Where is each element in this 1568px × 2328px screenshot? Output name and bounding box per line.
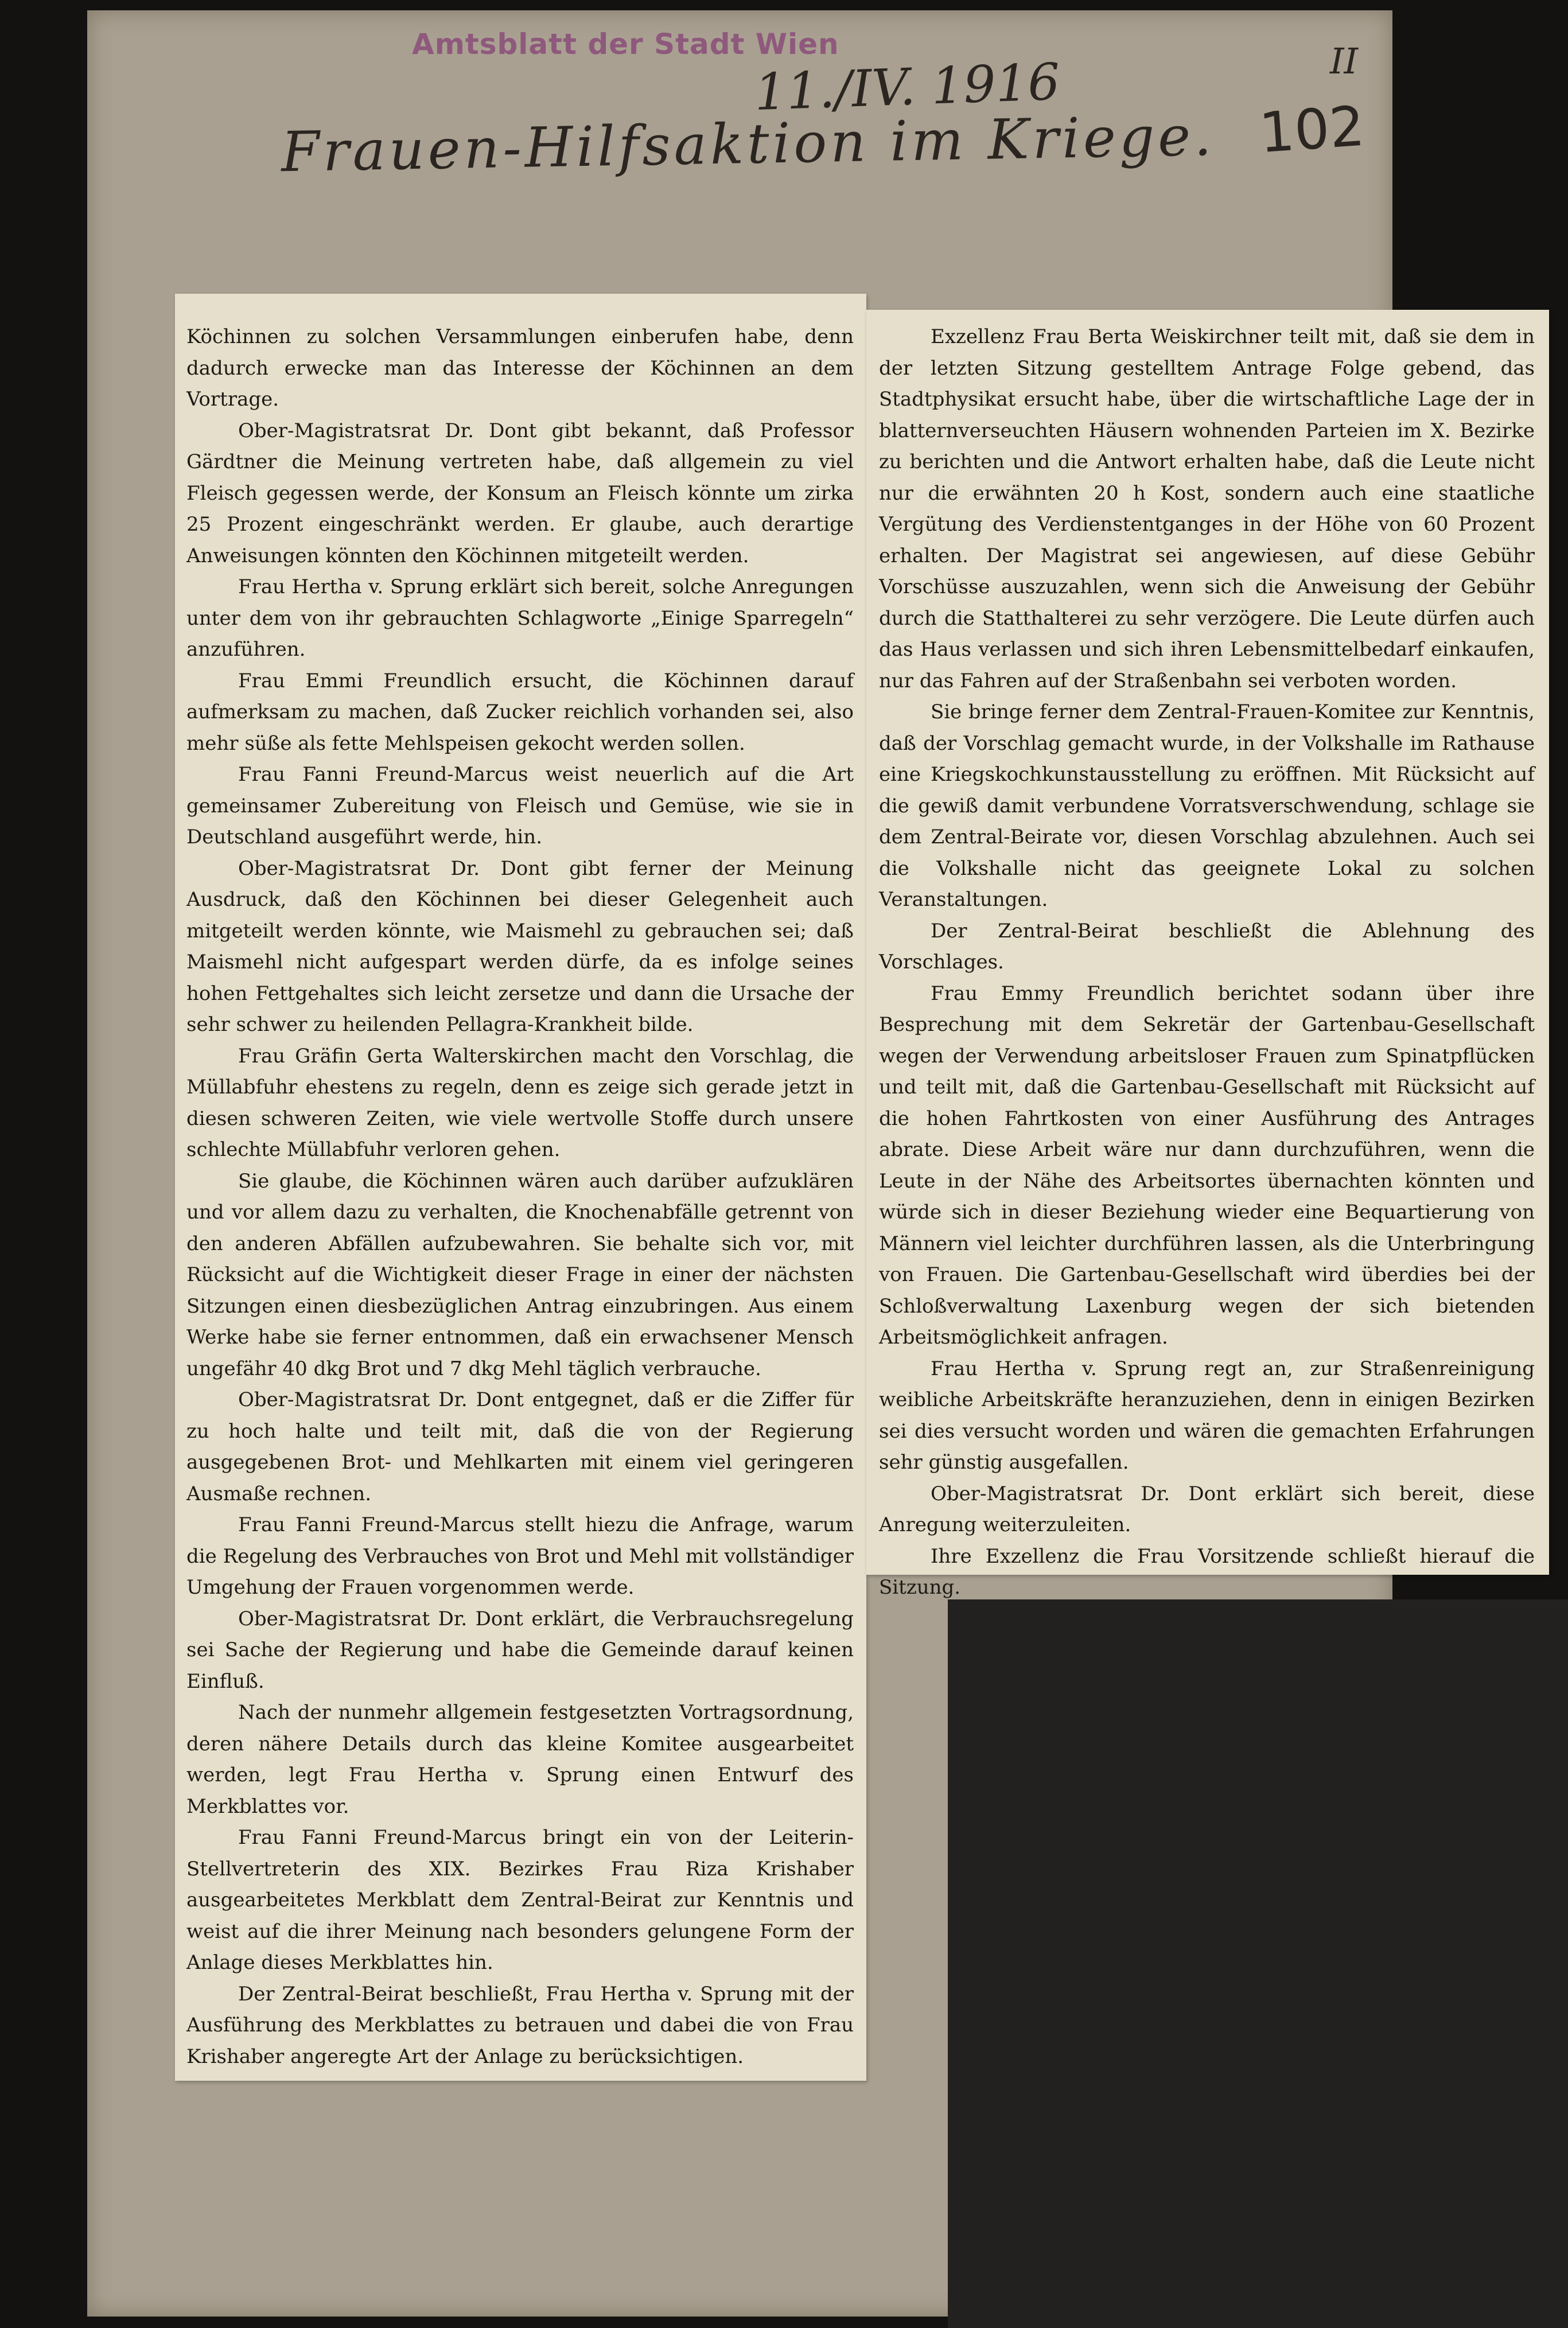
paragraph: Ober-Magistratsrat Dr. Dont gibt ferner der Meinung Ausdruck, daß den Köchinnen bei dieser Gelegenheit auch mitgeteilt werden könnte, wie Maismehl zu gebrauchen sei; daß Maismehl nicht aufgespart werden dürfe, da es infolge seines hohen Fettgehaltes sich leicht zersetze und dann die Ursache der sehr schwer zu heilenden Pellagra-Krankheit bilde. xyxy=(186,857,854,1036)
paragraph: Der Zentral-Beirat beschließt die Ablehnung des Vorschlages. xyxy=(879,919,1535,974)
paragraph: Frau Emmi Freundlich ersucht, die Köchinnen darauf aufmerksam zu machen, daß Zucker reichlich vorhanden sei, also mehr süße als fette Mehlspeisen gekocht werden sollen. xyxy=(186,669,854,755)
sheet-torn-corner xyxy=(948,1599,1568,2328)
paragraph: Nach der nunmehr allgemein festgesetzten Vortragsordnung, deren nähere Details durch das kleine Komitee ausgearbeitet werden, legt Frau Hertha v. Sprung einen Entwurf des Merkblattes vor. xyxy=(186,1701,854,1818)
paragraph: Frau Fanni Freund-Marcus stellt hiezu die Anfrage, warum die Regelung des Verbrauches von Brot und Mehl mit vollständiger Umgehung der Frauen vorgenommen werde. xyxy=(186,1513,854,1599)
paragraph: Ihre Exzellenz die Frau Vorsitzende schließt hierauf die Sitzung. xyxy=(879,1544,1535,1599)
clipping-left-column xyxy=(175,294,866,2081)
paragraph: Ober-Magistratsrat Dr. Dont gibt bekannt, daß Professor Gärdtner die Meinung vertreten habe, daß allgemein zu viel Fleisch gegessen werde, der Konsum an Fleisch könnte um zirka 25 Prozent eingeschränkt werden. Er glaube, auch derartige Anweisungen könnten den Köchinnen mitgeteilt werden. xyxy=(186,419,854,567)
paragraph: Köchinnen zu solchen Versammlungen einberufen habe, denn dadurch erwecke man das Interesse der Köchinnen an dem Vortrage. xyxy=(186,325,854,411)
paragraph: Ober-Magistratsrat Dr. Dont erklärt sich bereit, diese Anregung weiterzuleiten. xyxy=(879,1482,1535,1536)
paragraph: Frau Hertha v. Sprung erklärt sich bereit, solche Anregungen unter dem von ihr gebrauchten Schlagworte „Einige Sparregeln“ anzuführen. xyxy=(186,575,854,661)
folio-mark: II xyxy=(1330,40,1358,82)
paragraph: Frau Emmy Freundlich berichtet sodann über ihre Besprechung mit dem Sekretär der Gartenbau-Gesellschaft wegen der Verwendung arbeitsloser Frauen zum Spinatpflücken und teilt mit, daß die Gartenbau-Gesellschaft mit Rücksicht auf die hohen Fahrtkosten von einer Ausführung des Antrages abrate. Diese Arbeit wäre nur dann durchzuführen, wenn die Leute in der Nähe des Arbeitsortes übernachten könnten und würde sich in dieser Beziehung wieder eine Bequartierung von Männern viel leichter durchführen lassen, als die Unterbringung von Frauen. Die Gartenbau-Gesellschaft wird überdies bei der Schloßverwaltung Laxenburg wegen der sich bietenden Arbeitsmöglichkeit anfragen. xyxy=(879,982,1535,1349)
paragraph: Sie glaube, die Köchinnen wären auch darüber aufzuklären und vor allem dazu zu verhalten, die Knochenabfälle getrennt von den anderen Abfällen aufzubewahren. Sie behalte sich vor, mit Rücksicht auf die Wichtigkeit dieser Frage in einer der nächsten Sitzungen einen diesbezüglichen Antrag einzubringen. Aus einem Werke habe sie ferner entnommen, daß ein erwachsener Mensch ungefähr 40 dkg Brot und 7 dkg Mehl täglich verbrauche. xyxy=(186,1169,854,1380)
page-number: 102 xyxy=(1257,94,1367,166)
paragraph: Frau Fanni Freund-Marcus bringt ein von der Leiterin-Stellvertreterin des XIX. Bezirkes Frau Riza Krishaber ausgearbeitetes Merkblatt dem Zentral-Beirat zur Kenntnis und weist auf die ihrer Meinung nach besonders gelungene Form der Anlage dieses Merkblattes hin. xyxy=(186,1826,854,1974)
handwritten-title: Frauen-Hilfsaktion im Kriege. xyxy=(281,103,1216,185)
newspaper-stamp: Amtsblatt der Stadt Wien xyxy=(412,28,839,61)
paragraph: Frau Gräfin Gerta Walterskirchen macht den Vorschlag, die Müllabfuhr ehestens zu regeln, denn es zeige sich gerade jetzt in diesen schweren Zeiten, wie viele wertvolle Stoffe durch unsere schlechte Müllabfuhr verloren gehen. xyxy=(186,1044,854,1161)
paragraph: Frau Hertha v. Sprung regt an, zur Straßenreinigung weibliche Arbeitskräfte heranzuziehen, denn in einigen Bezirken sei dies versucht worden und wären die gemachten Erfahrungen sehr günstig ausgefallen. xyxy=(879,1357,1535,1474)
paragraph: Ober-Magistratsrat Dr. Dont erklärt, die Verbrauchsregelung sei Sache der Regierung und habe die Gemeinde darauf keinen Einfluß. xyxy=(186,1607,854,1693)
paragraph: Frau Fanni Freund-Marcus weist neuerlich auf die Art gemeinsamer Zubereitung von Fleisch und Gemüse, wie sie in Deutschland ausgeführt werde, hin. xyxy=(186,763,854,848)
clipping-right-column xyxy=(866,310,1549,1599)
paragraph: Der Zentral-Beirat beschließt, Frau Hertha v. Sprung mit der Ausführung des Merkblattes zu betrauen und dabei die von Frau Krishaber angeregte Art der Anlage zu berücksichtigen. xyxy=(186,1982,854,2068)
paragraph: Sie bringe ferner dem Zentral-Frauen-Komitee zur Kenntnis, daß der Vorschlag gemacht wurde, in der Volkshalle im Rathause eine Kriegskochkunstausstellung zu eröffnen. Mit Rücksicht auf die gewiß damit verbundene Vorratsverschwendung, schlage sie dem Zentral-Beirate vor, diesen Vorschlag abzulehnen. Auch sei die Volkshalle nicht das geeignete Lokal zu solchen Veranstaltungen. xyxy=(879,700,1535,911)
handwritten-date: 11./IV. 1916 xyxy=(753,52,1061,122)
paragraph: Ober-Magistratsrat Dr. Dont entgegnet, daß er die Ziffer für zu hoch halte und teilt mit, daß die von der Regierung ausgegebenen Brot- und Mehlkarten mit einem viel geringeren Ausmaße rechnen. xyxy=(186,1388,854,1505)
paragraph: Exzellenz Frau Berta Weiskirchner teilt mit, daß sie dem in der letzten Sitzung gestelltem Antrage Folge gebend, das Stadtphysikat ersucht habe, über die wirtschaftliche Lage der in blatternverseuchten Häusern wohnenden Parteien im X. Bezirke zu berichten und die Antwort erhalten habe, daß die Leute nicht nur die erwähnten 20 h Kost, sondern auch eine staatliche Vergütung des Verdienstentganges in der Höhe von 60 Prozent erhalten. Der Magistrat sei angewiesen, auf diese Gebühr Vorschüsse auszuzahlen, wenn sich die Anweisung der Gebühr durch die Statthalterei zu sehr verzögere. Die Leute dürfen auch das Haus verlassen und sich ihren Lebensmittelbedarf einkaufen, nur das Fahren auf der Straßenbahn sei verboten worden. xyxy=(879,325,1535,692)
